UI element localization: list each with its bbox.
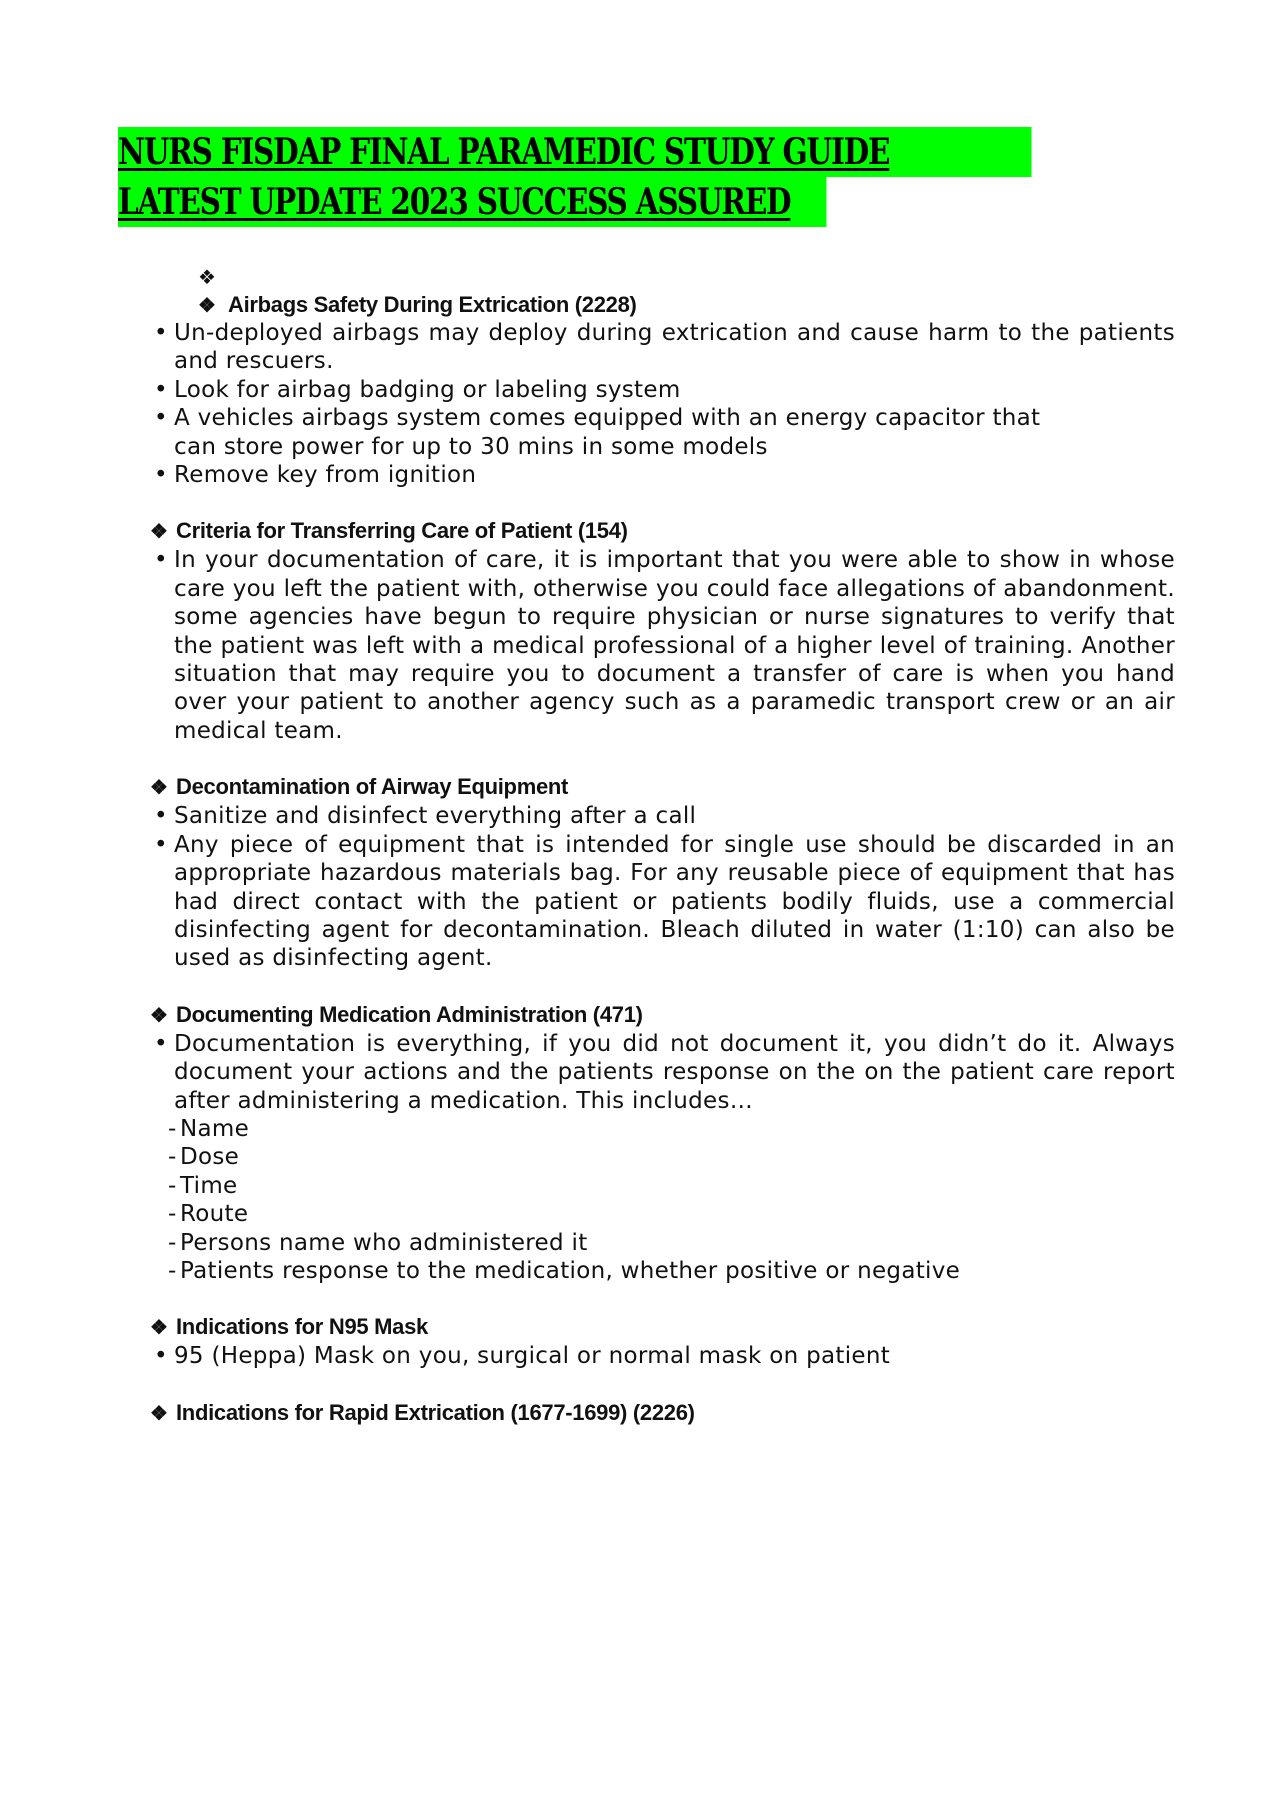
list-item: • 95 (Heppa) Mask on you, surgical or normal mask on patient [150,1342,1175,1370]
title-line-2: LATEST UPDATE 2023 SUCCESS ASSURED [118,177,826,227]
list-item: • Look for airbag badging or labeling system [150,376,1175,404]
section-heading-medication [150,1001,1175,1030]
diamond-bullet-icon: ❖ [198,265,216,289]
diamond-bullet-icon: ❖ [198,295,216,317]
list-item: • Any piece of equipment that is intended for single use should be discarded in an appropriate hazardous materials bag. For any reusable piece of equipment that has had direct contact with the patient or patients bodily fluids, use a commercial disinfecting agent for decontamination. Bleach diluted in water (1:10) can also be used as disinfecting agent. [150,831,1175,973]
heading-text: Documenting Medication Administration (471) [176,1001,643,1027]
section-heading-rapid-extrication [150,1399,1175,1428]
list-item: • Remove key from ignition [150,461,1175,489]
diamond-bullet-icon: ❖ [150,777,168,800]
list-item: • Documentation is everything, if you did not document it, you didn’t do it. Always document your actions and the patients response on the on the patient care report after administering a medication. This includes… [150,1030,1175,1115]
heading-text: Airbags Safety During Extrication (2228) [228,292,637,317]
section-heading-n95 [150,1313,1175,1342]
sub-list-item: - Patients response to the medication, whether positive or negative [150,1257,1175,1285]
section-heading-decontamination [150,773,1175,802]
diamond-bullet-icon: ❖ [150,1004,168,1027]
list-item: • Un-deployed airbags may deploy during extrication and cause harm to the patients and rescuers. [150,319,1175,376]
section-heading-transfer-care [150,517,1175,546]
sub-list-item: - Route [150,1200,1175,1228]
heading-text: Indications for Rapid Extrication (1677-1699) (2226) [176,1399,695,1425]
heading-text: Decontamination of Airway Equipment [176,774,569,800]
list-item: • Sanitize and disinfect everything after a call [150,802,1175,830]
list-item: • In your documentation of care, it is important that you were able to show in whose care you left the patient with, otherwise you could face allegations of abandonment. some agencies have begun to require physician or nurse signatures to verify that the patient was left with a medical professional of a higher level of training. Another situation that may require you to document a transfer of care is when you hand over your patient to another agency such as a paramedic transport crew or an air medical team. [150,546,1175,745]
document-title [118,127,1232,227]
sub-list-item: - Dose [150,1143,1175,1171]
empty-bullet-row [150,263,1175,291]
title-line-1: NURS FISDAP FINAL PARAMEDIC STUDY GUIDE [118,127,1031,177]
sub-list-item: - Persons name who administered it [150,1229,1175,1257]
list-item: • A vehicles airbags system comes equipped with an energy capacitor that can store power for up to 30 mins in some models [150,404,1054,461]
document-body [150,263,1175,1428]
sub-list-item: - Time [150,1172,1175,1200]
heading-text: Indications for N95 Mask [176,1314,428,1340]
diamond-bullet-icon: ❖ [150,521,168,544]
diamond-bullet-icon: ❖ [150,1402,168,1425]
heading-text: Criteria for Transferring Care of Patient (154) [176,518,628,544]
section-heading-airbags [150,291,1175,319]
diamond-bullet-icon: ❖ [150,1317,168,1340]
sub-list-item: - Name [150,1115,1175,1143]
